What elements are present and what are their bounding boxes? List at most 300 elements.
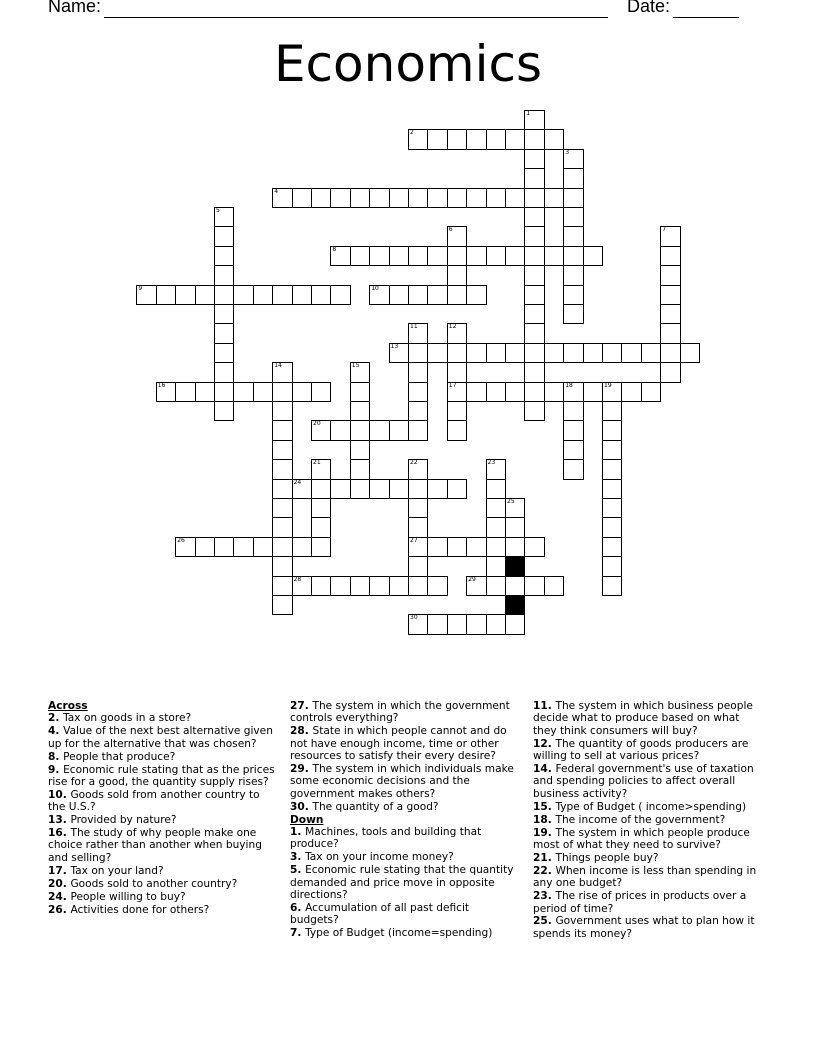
clue-number: 6. <box>290 902 306 914</box>
grid-cell[interactable] <box>408 401 428 421</box>
grid-cell[interactable] <box>389 479 409 499</box>
grid-cell[interactable] <box>524 110 544 130</box>
grid-cell[interactable] <box>602 537 622 557</box>
grid-cell[interactable] <box>660 362 680 382</box>
clue-number: 23 <box>487 459 496 467</box>
clue-item <box>290 902 520 927</box>
grid-cell[interactable] <box>389 246 409 266</box>
grid-cell[interactable] <box>214 207 234 227</box>
grid-cell[interactable] <box>524 149 544 169</box>
grid-cell[interactable] <box>427 479 447 499</box>
grid-cell[interactable] <box>447 343 467 363</box>
clue-number: 21. <box>533 851 556 864</box>
grid-cell[interactable] <box>660 246 680 266</box>
grid-cell[interactable] <box>389 285 409 305</box>
grid-cell[interactable] <box>524 226 544 246</box>
grid-cell[interactable] <box>272 420 292 440</box>
grid-cell[interactable] <box>505 188 525 208</box>
grid-cell[interactable] <box>563 285 583 305</box>
grid-cell[interactable] <box>156 382 176 402</box>
grid-cell[interactable] <box>408 556 428 576</box>
clue-text: The quantity of goods producers are willing to sell at various prices? <box>533 737 749 763</box>
grid-cell[interactable] <box>486 459 506 479</box>
grid-cell[interactable] <box>311 537 331 557</box>
grid-cell[interactable] <box>660 265 680 285</box>
grid-cell[interactable] <box>427 537 447 557</box>
grid-cell[interactable] <box>195 382 215 402</box>
grid-cell[interactable] <box>292 537 312 557</box>
grid-cell[interactable] <box>505 246 525 266</box>
grid-cell[interactable] <box>350 459 370 479</box>
grid-cell[interactable] <box>447 246 467 266</box>
grid-cell[interactable] <box>505 537 525 557</box>
grid-cell[interactable] <box>272 382 292 402</box>
grid-cell[interactable] <box>427 129 447 149</box>
grid-cell[interactable] <box>466 129 486 149</box>
clue-number: 9. <box>48 763 64 776</box>
grid-cell[interactable] <box>660 226 680 246</box>
grid-cell[interactable] <box>427 576 447 596</box>
clue-text: The system in which the government controls everything? <box>290 700 510 725</box>
clue-item <box>48 789 278 814</box>
grid-cell[interactable] <box>505 576 525 596</box>
grid-cell[interactable] <box>136 285 156 305</box>
grid-cell[interactable] <box>447 382 467 402</box>
grid-cell[interactable] <box>369 420 389 440</box>
grid-cell[interactable] <box>486 517 506 537</box>
grid-cell[interactable] <box>486 129 506 149</box>
clue-text: The quantity of a good? <box>312 800 439 813</box>
grid-cell[interactable] <box>350 479 370 499</box>
grid-cell[interactable] <box>602 576 622 596</box>
grid-cell[interactable] <box>350 440 370 460</box>
grid-cell[interactable] <box>272 576 292 596</box>
grid-cell[interactable] <box>195 285 215 305</box>
grid-cell[interactable] <box>486 188 506 208</box>
grid-cell[interactable] <box>660 323 680 343</box>
black-cell <box>505 556 525 576</box>
grid-cell[interactable] <box>466 246 486 266</box>
grid-cell[interactable] <box>350 576 370 596</box>
grid-cell[interactable] <box>505 382 525 402</box>
grid-cell[interactable] <box>602 498 622 518</box>
grid-cell[interactable] <box>330 420 350 440</box>
grid-cell[interactable] <box>466 537 486 557</box>
grid-cell[interactable] <box>214 304 234 324</box>
grid-cell[interactable] <box>389 343 409 363</box>
clue-number: 29 <box>468 575 476 583</box>
grid-cell[interactable] <box>524 168 544 188</box>
grid-cell[interactable] <box>272 401 292 421</box>
grid-cell[interactable] <box>427 343 447 363</box>
grid-cell[interactable] <box>447 188 467 208</box>
grid-cell[interactable] <box>544 343 564 363</box>
grid-cell[interactable] <box>350 188 370 208</box>
grid-cell[interactable] <box>272 188 292 208</box>
grid-cell[interactable] <box>602 343 622 363</box>
clue-item <box>533 763 763 800</box>
grid-cell[interactable] <box>486 246 506 266</box>
grid-cell[interactable] <box>563 168 583 188</box>
clue-text: Provided by nature? <box>70 814 177 827</box>
grid-cell[interactable] <box>660 304 680 324</box>
grid-cell[interactable] <box>466 576 486 596</box>
clue-item <box>533 801 763 813</box>
clue-text: Tax on your land? <box>70 864 164 877</box>
grid-cell[interactable] <box>408 614 428 634</box>
grid-cell[interactable] <box>563 226 583 246</box>
grid-cell[interactable] <box>272 459 292 479</box>
clue-text: Goods sold to another country? <box>70 877 238 890</box>
clue-text: Tax on your income money? <box>305 851 454 864</box>
grid-cell[interactable] <box>408 459 428 479</box>
grid-cell[interactable] <box>350 362 370 382</box>
grid-cell[interactable] <box>447 323 467 343</box>
grid-cell[interactable] <box>563 440 583 460</box>
clue-item <box>533 915 763 940</box>
grid-cell[interactable] <box>330 246 350 266</box>
grid-cell[interactable] <box>408 479 428 499</box>
grid-cell[interactable] <box>330 285 350 305</box>
grid-cell[interactable] <box>563 382 583 402</box>
clue-number: 26. <box>48 903 71 916</box>
grid-cell[interactable] <box>544 188 564 208</box>
grid-cell[interactable] <box>447 362 467 382</box>
grid-cell[interactable] <box>563 265 583 285</box>
grid-cell[interactable] <box>272 517 292 537</box>
grid-cell[interactable] <box>524 265 544 285</box>
clue-number: 1. <box>290 826 306 839</box>
grid-cell[interactable] <box>389 188 409 208</box>
grid-cell[interactable] <box>447 226 467 246</box>
grid-cell[interactable] <box>350 401 370 421</box>
grid-cell[interactable] <box>233 382 253 402</box>
grid-cell[interactable] <box>447 265 467 285</box>
clue-item <box>290 801 520 813</box>
page-title: Economics <box>273 35 543 93</box>
clue-number: 17 <box>448 381 457 389</box>
clue-item <box>290 725 520 762</box>
grid-cell[interactable] <box>447 479 467 499</box>
clue-item <box>48 827 278 864</box>
clue-text: Government uses what to plan how it spends its money? <box>533 915 755 940</box>
clue-number: 13 <box>390 342 399 350</box>
grid-cell[interactable] <box>195 537 215 557</box>
grid-cell[interactable] <box>272 595 292 615</box>
grid-cell[interactable] <box>466 614 486 634</box>
grid-cell[interactable] <box>408 576 428 596</box>
clue-number: 7. <box>290 927 306 940</box>
grid-cell[interactable] <box>350 382 370 402</box>
clue-text: The system in which business people decide what to produce based on what they think consumers will buy? <box>533 700 753 737</box>
grid-cell[interactable] <box>175 285 195 305</box>
grid-cell[interactable] <box>408 129 428 149</box>
clue-number: 13. <box>48 814 71 827</box>
grid-cell[interactable] <box>466 343 486 363</box>
grid-cell[interactable] <box>524 246 544 266</box>
grid-cell[interactable] <box>272 498 292 518</box>
grid-cell[interactable] <box>602 556 622 576</box>
grid-cell[interactable] <box>214 226 234 246</box>
clue-number: 28 <box>293 575 302 583</box>
grid-cell[interactable] <box>544 129 564 149</box>
grid-cell[interactable] <box>524 401 544 421</box>
grid-cell[interactable] <box>292 576 312 596</box>
grid-cell[interactable] <box>447 420 467 440</box>
grid-cell[interactable] <box>447 537 467 557</box>
grid-cell[interactable] <box>292 479 312 499</box>
grid-cell[interactable] <box>563 401 583 421</box>
grid-cell[interactable] <box>524 323 544 343</box>
clue-number: 24. <box>48 890 71 903</box>
grid-cell[interactable] <box>272 440 292 460</box>
clue-number: 2 <box>410 129 414 137</box>
grid-cell[interactable] <box>524 207 544 227</box>
grid-cell[interactable] <box>214 323 234 343</box>
grid-cell[interactable] <box>408 362 428 382</box>
grid-cell[interactable] <box>486 479 506 499</box>
grid-cell[interactable] <box>505 498 525 518</box>
grid-cell[interactable] <box>486 556 506 576</box>
grid-cell[interactable] <box>486 382 506 402</box>
clue-heading-down: Down <box>290 813 324 826</box>
clue-number: 8. <box>48 750 64 763</box>
grid-cell[interactable] <box>253 285 273 305</box>
grid-cell[interactable] <box>524 129 544 149</box>
grid-cell[interactable] <box>292 382 312 402</box>
grid-cell[interactable] <box>524 362 544 382</box>
grid-cell[interactable] <box>466 285 486 305</box>
grid-cell[interactable] <box>369 479 389 499</box>
clue-number: 26 <box>177 536 185 544</box>
grid-cell[interactable] <box>369 188 389 208</box>
grid-cell[interactable] <box>602 459 622 479</box>
clue-column-2 <box>290 700 520 940</box>
grid-cell[interactable] <box>544 246 564 266</box>
grid-cell[interactable] <box>602 517 622 537</box>
grid-cell[interactable] <box>214 382 234 402</box>
clue-number: 7 <box>662 226 667 234</box>
grid-cell[interactable] <box>524 188 544 208</box>
grid-cell[interactable] <box>292 188 312 208</box>
grid-cell[interactable] <box>563 304 583 324</box>
clue-item <box>533 890 763 915</box>
grid-cell[interactable] <box>272 556 292 576</box>
grid-cell[interactable] <box>350 420 370 440</box>
grid-cell[interactable] <box>427 246 447 266</box>
clue-number: 25. <box>533 915 556 928</box>
clue-text: Things people buy? <box>555 851 659 864</box>
clue-item <box>290 864 520 901</box>
clue-number: 21 <box>313 459 321 467</box>
clue-number: 16. <box>48 827 71 840</box>
grid-cell[interactable] <box>253 382 273 402</box>
grid-cell[interactable] <box>486 614 506 634</box>
grid-cell[interactable] <box>214 362 234 382</box>
grid-cell[interactable] <box>272 537 292 557</box>
grid-cell[interactable] <box>466 382 486 402</box>
grid-cell[interactable] <box>505 517 525 537</box>
grid-cell[interactable] <box>408 246 428 266</box>
clue-number: 6 <box>448 226 453 234</box>
grid-cell[interactable] <box>272 285 292 305</box>
grid-cell[interactable] <box>524 304 544 324</box>
clue-item <box>533 865 763 890</box>
clue-heading-across: Across <box>48 700 88 712</box>
grid-cell[interactable] <box>408 188 428 208</box>
grid-cell[interactable] <box>214 401 234 421</box>
grid-cell[interactable] <box>408 517 428 537</box>
grid-cell[interactable] <box>272 362 292 382</box>
grid-cell[interactable] <box>602 440 622 460</box>
grid-cell[interactable] <box>563 246 583 266</box>
clue-item <box>290 826 520 851</box>
grid-cell[interactable] <box>175 382 195 402</box>
grid-cell[interactable] <box>272 479 292 499</box>
clue-number: 12 <box>448 323 457 331</box>
grid-cell[interactable] <box>447 614 467 634</box>
grid-cell[interactable] <box>311 576 331 596</box>
grid-cell[interactable] <box>427 614 447 634</box>
grid-cell[interactable] <box>486 498 506 518</box>
grid-cell[interactable] <box>311 188 331 208</box>
grid-cell[interactable] <box>563 188 583 208</box>
clue-text: When income is less than spending in any one budget? <box>533 864 757 890</box>
grid-cell[interactable] <box>660 285 680 305</box>
clue-number: 22 <box>410 459 418 467</box>
grid-cell[interactable] <box>583 343 603 363</box>
clue-item <box>533 814 763 826</box>
clue-text: The study of why people make one choice rather than another when buying and selling? <box>48 827 262 864</box>
grid-cell[interactable] <box>505 614 525 634</box>
grid-cell[interactable] <box>408 285 428 305</box>
grid-cell[interactable] <box>466 188 486 208</box>
grid-cell[interactable] <box>408 382 428 402</box>
grid-cell[interactable] <box>563 149 583 169</box>
grid-cell[interactable] <box>563 207 583 227</box>
grid-cell[interactable] <box>311 498 331 518</box>
grid-cell[interactable] <box>311 459 331 479</box>
grid-cell[interactable] <box>563 420 583 440</box>
grid-cell[interactable] <box>486 576 506 596</box>
clue-number: 5. <box>290 864 306 877</box>
clue-item <box>290 927 520 939</box>
grid-cell[interactable] <box>233 537 253 557</box>
grid-cell[interactable] <box>311 517 331 537</box>
grid-cell[interactable] <box>427 285 447 305</box>
grid-cell[interactable] <box>524 576 544 596</box>
grid-cell[interactable] <box>621 382 641 402</box>
grid-cell[interactable] <box>524 537 544 557</box>
grid-cell[interactable] <box>486 537 506 557</box>
grid-cell[interactable] <box>408 537 428 557</box>
grid-cell[interactable] <box>602 401 622 421</box>
name-label: Name: <box>48 0 102 16</box>
grid-cell[interactable] <box>311 420 331 440</box>
grid-cell[interactable] <box>486 343 506 363</box>
grid-cell[interactable] <box>524 285 544 305</box>
grid-cell[interactable] <box>641 382 661 402</box>
clue-item <box>48 725 278 750</box>
grid-cell[interactable] <box>544 382 564 402</box>
clue-number: 12. <box>533 737 556 750</box>
grid-cell[interactable] <box>350 246 370 266</box>
clue-item <box>48 764 278 789</box>
grid-cell[interactable] <box>408 498 428 518</box>
grid-cell[interactable] <box>233 285 253 305</box>
grid-cell[interactable] <box>505 343 525 363</box>
grid-cell[interactable] <box>253 537 273 557</box>
clue-text: Activities done for others? <box>70 903 210 916</box>
clue-text: Accumulation of all past deficit budgets? <box>290 902 470 927</box>
grid-cell[interactable] <box>427 188 447 208</box>
grid-cell[interactable] <box>214 246 234 266</box>
clue-number: 15. <box>533 800 556 813</box>
grid-cell[interactable] <box>389 420 409 440</box>
grid-cell[interactable] <box>583 246 603 266</box>
clue-number: 22. <box>533 864 556 877</box>
grid-cell[interactable] <box>524 343 544 363</box>
grid-cell[interactable] <box>214 343 234 363</box>
grid-cell[interactable] <box>214 265 234 285</box>
clue-number: 20 <box>313 420 321 428</box>
grid-cell[interactable] <box>330 479 350 499</box>
grid-cell[interactable] <box>680 343 700 363</box>
clue-item <box>290 700 520 725</box>
clue-number: 9 <box>138 284 143 292</box>
grid-cell[interactable] <box>330 188 350 208</box>
grid-cell[interactable] <box>524 382 544 402</box>
grid-cell[interactable] <box>156 285 176 305</box>
grid-cell[interactable] <box>621 343 641 363</box>
grid-cell[interactable] <box>602 420 622 440</box>
grid-cell[interactable] <box>369 576 389 596</box>
grid-cell[interactable] <box>563 459 583 479</box>
clue-number: 14. <box>533 763 556 776</box>
grid-cell[interactable] <box>641 343 661 363</box>
grid-cell[interactable] <box>505 129 525 149</box>
clue-item <box>290 851 520 863</box>
clue-item <box>48 751 278 763</box>
clue-number: 17. <box>48 864 71 877</box>
grid-cell[interactable] <box>369 285 389 305</box>
grid-cell[interactable] <box>389 576 409 596</box>
grid-cell[interactable] <box>602 382 622 402</box>
grid-cell[interactable] <box>214 537 234 557</box>
clue-item <box>48 865 278 877</box>
grid-cell[interactable] <box>447 129 467 149</box>
grid-cell[interactable] <box>292 285 312 305</box>
grid-cell[interactable] <box>311 382 331 402</box>
clue-text: People willing to buy? <box>70 890 186 903</box>
grid-cell[interactable] <box>311 479 331 499</box>
grid-cell[interactable] <box>563 343 583 363</box>
grid-cell[interactable] <box>369 246 389 266</box>
grid-cell[interactable] <box>583 382 603 402</box>
grid-cell[interactable] <box>447 401 467 421</box>
grid-cell[interactable] <box>447 285 467 305</box>
grid-cell[interactable] <box>660 343 680 363</box>
grid-cell[interactable] <box>311 285 331 305</box>
grid-cell[interactable] <box>408 323 428 343</box>
grid-cell[interactable] <box>408 343 428 363</box>
grid-cell[interactable] <box>214 285 234 305</box>
grid-cell[interactable] <box>175 537 195 557</box>
grid-cell[interactable] <box>602 479 622 499</box>
grid-cell[interactable] <box>408 420 428 440</box>
grid-cell[interactable] <box>544 576 564 596</box>
grid-cell[interactable] <box>330 576 350 596</box>
